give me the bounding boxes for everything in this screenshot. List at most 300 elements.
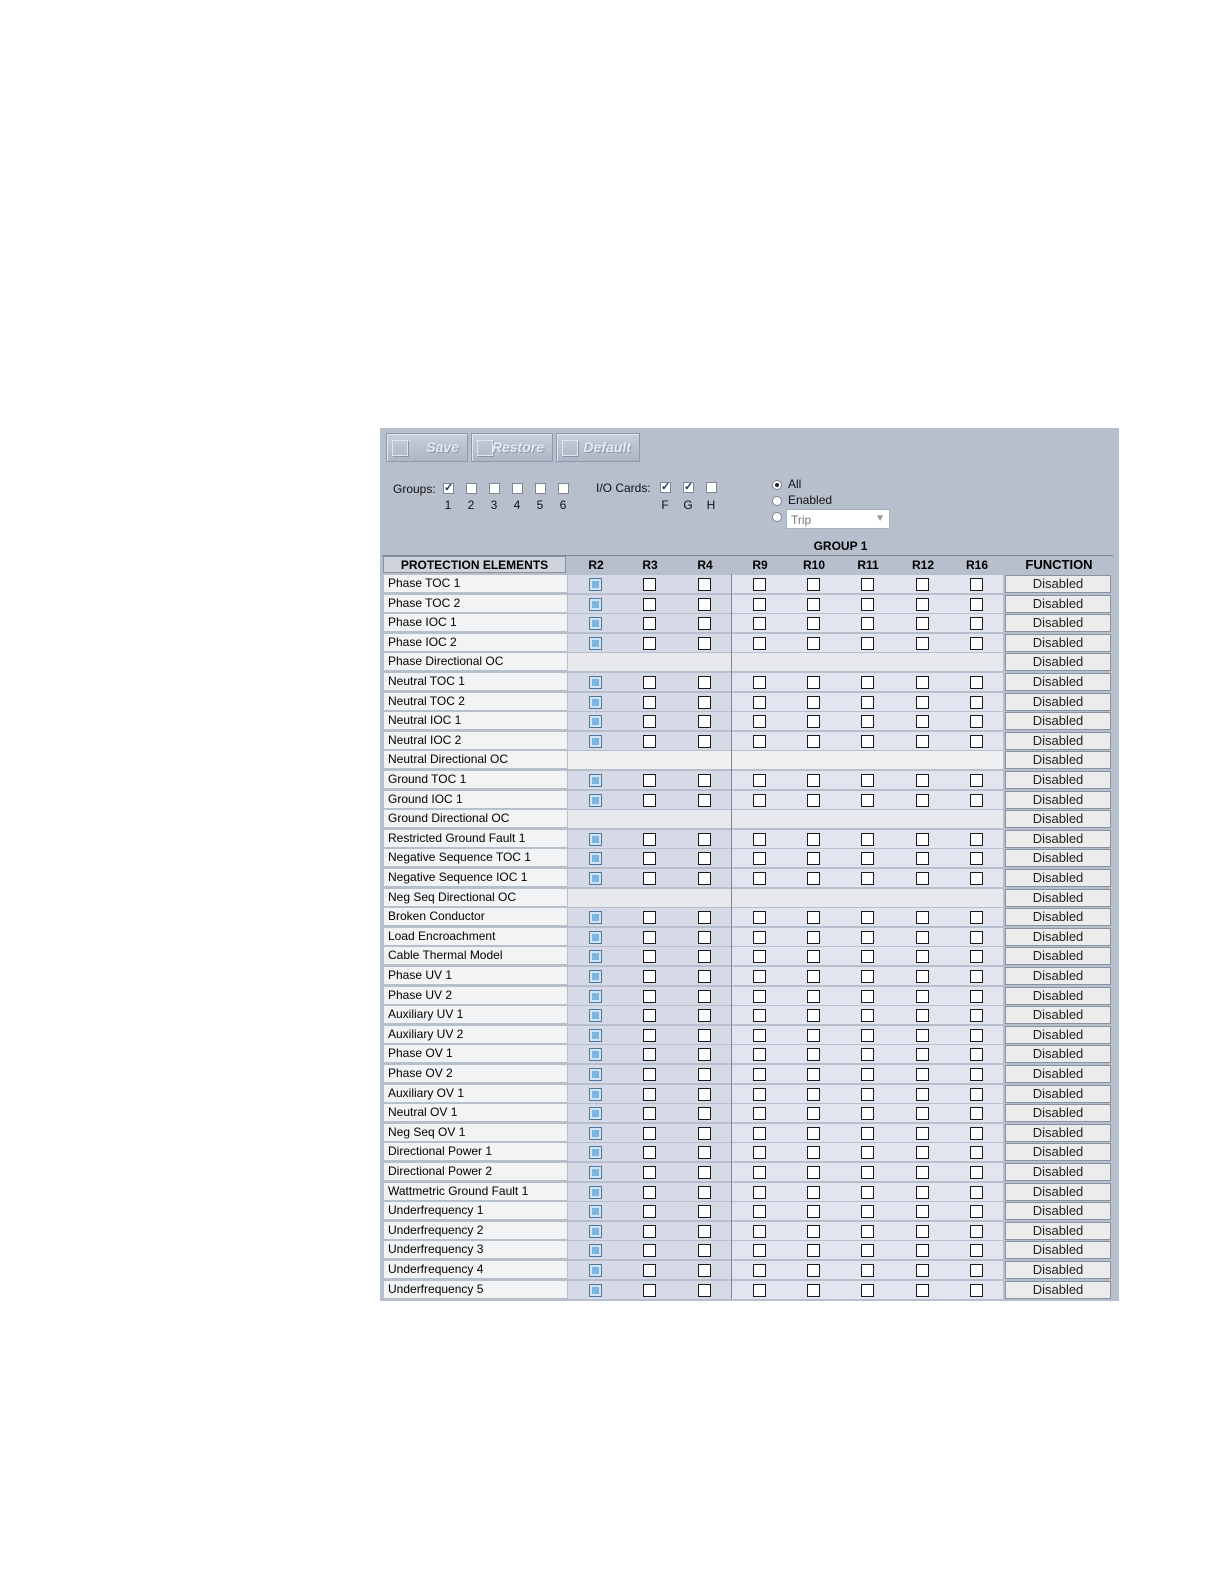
relay-checkbox-r12[interactable] bbox=[916, 1048, 929, 1061]
relay-checkbox-r11[interactable] bbox=[861, 1107, 874, 1120]
relay-checkbox-r10[interactable] bbox=[807, 1146, 820, 1159]
relay-checkbox-r11[interactable] bbox=[861, 1029, 874, 1042]
function-button[interactable]: Disabled bbox=[1005, 1202, 1111, 1220]
function-button[interactable]: Disabled bbox=[1005, 1085, 1111, 1103]
relay-checkbox-r4[interactable] bbox=[698, 1088, 711, 1101]
relay-checkbox-r10[interactable] bbox=[807, 1127, 820, 1140]
relay-checkbox-r4[interactable] bbox=[698, 774, 711, 787]
relay-checkbox-r4[interactable] bbox=[698, 990, 711, 1003]
relay-checkbox-r11[interactable] bbox=[861, 1186, 874, 1199]
relay-checkbox-r3[interactable] bbox=[643, 1029, 656, 1042]
function-button[interactable]: Disabled bbox=[1005, 1183, 1111, 1201]
function-button[interactable]: Disabled bbox=[1005, 889, 1111, 907]
relay-checkbox-r12[interactable] bbox=[916, 1088, 929, 1101]
function-button[interactable]: Disabled bbox=[1005, 712, 1111, 730]
relay-checkbox-r9[interactable] bbox=[753, 1166, 766, 1179]
relay-checkbox-r10[interactable] bbox=[807, 1244, 820, 1257]
relay-checkbox-r11[interactable] bbox=[861, 617, 874, 630]
relay-checkbox-r9[interactable] bbox=[753, 970, 766, 983]
relay-checkbox-r10[interactable] bbox=[807, 1048, 820, 1061]
relay-checkbox-r11[interactable] bbox=[861, 774, 874, 787]
relay-checkbox-r3[interactable] bbox=[643, 872, 656, 885]
function-button[interactable]: Disabled bbox=[1005, 595, 1111, 613]
relay-checkbox-r10[interactable] bbox=[807, 1088, 820, 1101]
function-button[interactable]: Disabled bbox=[1005, 1261, 1111, 1279]
relay-checkbox-r4[interactable] bbox=[698, 852, 711, 865]
relay-checkbox-r11[interactable] bbox=[861, 735, 874, 748]
relay-checkbox-r9[interactable] bbox=[753, 1205, 766, 1218]
relay-checkbox-r11[interactable] bbox=[861, 715, 874, 728]
relay-checkbox-r4[interactable] bbox=[698, 1107, 711, 1120]
relay-checkbox-r4[interactable] bbox=[698, 676, 711, 689]
relay-checkbox-r3[interactable] bbox=[643, 833, 656, 846]
relay-checkbox-r2[interactable] bbox=[589, 1225, 602, 1238]
group-checkbox-2[interactable] bbox=[466, 483, 477, 494]
relay-checkbox-r9[interactable] bbox=[753, 911, 766, 924]
relay-checkbox-r3[interactable] bbox=[643, 1284, 656, 1297]
relay-checkbox-r12[interactable] bbox=[916, 676, 929, 689]
function-button[interactable]: Disabled bbox=[1005, 1281, 1111, 1299]
relay-checkbox-r3[interactable] bbox=[643, 1088, 656, 1101]
relay-checkbox-r11[interactable] bbox=[861, 931, 874, 944]
relay-checkbox-r3[interactable] bbox=[643, 950, 656, 963]
relay-checkbox-r9[interactable] bbox=[753, 1146, 766, 1159]
function-button[interactable]: Disabled bbox=[1005, 751, 1111, 769]
function-button[interactable]: Disabled bbox=[1005, 947, 1111, 965]
relay-checkbox-r16[interactable] bbox=[970, 872, 983, 885]
relay-checkbox-r4[interactable] bbox=[698, 617, 711, 630]
relay-checkbox-r11[interactable] bbox=[861, 1068, 874, 1081]
group-checkbox-5[interactable] bbox=[535, 483, 546, 494]
relay-checkbox-r4[interactable] bbox=[698, 1264, 711, 1277]
relay-checkbox-r11[interactable] bbox=[861, 598, 874, 611]
relay-checkbox-r2[interactable] bbox=[589, 950, 602, 963]
relay-checkbox-r12[interactable] bbox=[916, 1068, 929, 1081]
relay-checkbox-r4[interactable] bbox=[698, 598, 711, 611]
relay-checkbox-r16[interactable] bbox=[970, 637, 983, 650]
trip-select[interactable] bbox=[786, 509, 890, 529]
relay-checkbox-r9[interactable] bbox=[753, 1244, 766, 1257]
io-card-checkbox-g[interactable] bbox=[683, 482, 694, 493]
relay-checkbox-r4[interactable] bbox=[698, 1068, 711, 1081]
relay-checkbox-r16[interactable] bbox=[970, 1284, 983, 1297]
relay-checkbox-r16[interactable] bbox=[970, 774, 983, 787]
relay-checkbox-r3[interactable] bbox=[643, 1107, 656, 1120]
relay-checkbox-r2[interactable] bbox=[589, 852, 602, 865]
relay-checkbox-r11[interactable] bbox=[861, 1166, 874, 1179]
relay-checkbox-r11[interactable] bbox=[861, 578, 874, 591]
relay-checkbox-r2[interactable] bbox=[589, 872, 602, 885]
relay-checkbox-r3[interactable] bbox=[643, 1186, 656, 1199]
function-button[interactable]: Disabled bbox=[1005, 1104, 1111, 1122]
relay-checkbox-r16[interactable] bbox=[970, 1029, 983, 1042]
relay-checkbox-r12[interactable] bbox=[916, 1127, 929, 1140]
relay-checkbox-r9[interactable] bbox=[753, 1127, 766, 1140]
relay-checkbox-r2[interactable] bbox=[589, 1009, 602, 1022]
relay-checkbox-r16[interactable] bbox=[970, 1205, 983, 1218]
relay-checkbox-r9[interactable] bbox=[753, 637, 766, 650]
relay-checkbox-r3[interactable] bbox=[643, 598, 656, 611]
relay-checkbox-r11[interactable] bbox=[861, 676, 874, 689]
relay-checkbox-r3[interactable] bbox=[643, 1264, 656, 1277]
relay-checkbox-r9[interactable] bbox=[753, 950, 766, 963]
relay-checkbox-r4[interactable] bbox=[698, 696, 711, 709]
relay-checkbox-r9[interactable] bbox=[753, 833, 766, 846]
relay-checkbox-r12[interactable] bbox=[916, 833, 929, 846]
relay-checkbox-r2[interactable] bbox=[589, 1186, 602, 1199]
relay-checkbox-r9[interactable] bbox=[753, 1225, 766, 1238]
function-button[interactable]: Disabled bbox=[1005, 693, 1111, 711]
relay-checkbox-r2[interactable] bbox=[589, 794, 602, 807]
relay-checkbox-r9[interactable] bbox=[753, 617, 766, 630]
relay-checkbox-r16[interactable] bbox=[970, 676, 983, 689]
relay-checkbox-r10[interactable] bbox=[807, 676, 820, 689]
function-button[interactable]: Disabled bbox=[1005, 614, 1111, 632]
relay-checkbox-r10[interactable] bbox=[807, 1107, 820, 1120]
relay-checkbox-r9[interactable] bbox=[753, 1048, 766, 1061]
relay-checkbox-r3[interactable] bbox=[643, 1244, 656, 1257]
function-button[interactable]: Disabled bbox=[1005, 1143, 1111, 1161]
relay-checkbox-r9[interactable] bbox=[753, 1029, 766, 1042]
relay-checkbox-r2[interactable] bbox=[589, 1048, 602, 1061]
relay-checkbox-r3[interactable] bbox=[643, 676, 656, 689]
relay-checkbox-r10[interactable] bbox=[807, 1029, 820, 1042]
relay-checkbox-r12[interactable] bbox=[916, 1244, 929, 1257]
relay-checkbox-r16[interactable] bbox=[970, 852, 983, 865]
relay-checkbox-r2[interactable] bbox=[589, 1284, 602, 1297]
relay-checkbox-r16[interactable] bbox=[970, 1146, 983, 1159]
relay-checkbox-r16[interactable] bbox=[970, 1009, 983, 1022]
relay-checkbox-r16[interactable] bbox=[970, 1068, 983, 1081]
relay-checkbox-r2[interactable] bbox=[589, 970, 602, 983]
function-button[interactable]: Disabled bbox=[1005, 653, 1111, 671]
relay-checkbox-r10[interactable] bbox=[807, 872, 820, 885]
relay-checkbox-r16[interactable] bbox=[970, 1127, 983, 1140]
relay-checkbox-r4[interactable] bbox=[698, 1186, 711, 1199]
relay-checkbox-r16[interactable] bbox=[970, 735, 983, 748]
relay-checkbox-r16[interactable] bbox=[970, 578, 983, 591]
group-checkbox-4[interactable] bbox=[512, 483, 523, 494]
relay-checkbox-r10[interactable] bbox=[807, 637, 820, 650]
relay-checkbox-r16[interactable] bbox=[970, 970, 983, 983]
relay-checkbox-r12[interactable] bbox=[916, 598, 929, 611]
relay-checkbox-r10[interactable] bbox=[807, 617, 820, 630]
relay-checkbox-r16[interactable] bbox=[970, 950, 983, 963]
relay-checkbox-r11[interactable] bbox=[861, 696, 874, 709]
relay-checkbox-r3[interactable] bbox=[643, 1205, 656, 1218]
relay-checkbox-r16[interactable] bbox=[970, 1244, 983, 1257]
relay-checkbox-r12[interactable] bbox=[916, 1284, 929, 1297]
relay-checkbox-r4[interactable] bbox=[698, 1244, 711, 1257]
relay-checkbox-r10[interactable] bbox=[807, 911, 820, 924]
relay-checkbox-r9[interactable] bbox=[753, 1009, 766, 1022]
function-button[interactable]: Disabled bbox=[1005, 1006, 1111, 1024]
relay-checkbox-r3[interactable] bbox=[643, 931, 656, 944]
relay-checkbox-r16[interactable] bbox=[970, 1107, 983, 1120]
relay-checkbox-r11[interactable] bbox=[861, 970, 874, 983]
relay-checkbox-r10[interactable] bbox=[807, 1009, 820, 1022]
relay-checkbox-r12[interactable] bbox=[916, 970, 929, 983]
io-card-checkbox-f[interactable] bbox=[660, 482, 671, 493]
function-button[interactable]: Disabled bbox=[1005, 849, 1111, 867]
relay-checkbox-r12[interactable] bbox=[916, 1029, 929, 1042]
relay-checkbox-r10[interactable] bbox=[807, 852, 820, 865]
relay-checkbox-r11[interactable] bbox=[861, 1225, 874, 1238]
group-checkbox-1[interactable] bbox=[443, 483, 454, 494]
relay-checkbox-r4[interactable] bbox=[698, 1029, 711, 1042]
relay-checkbox-r11[interactable] bbox=[861, 1088, 874, 1101]
relay-checkbox-r2[interactable] bbox=[589, 1264, 602, 1277]
relay-checkbox-r4[interactable] bbox=[698, 872, 711, 885]
relay-checkbox-r12[interactable] bbox=[916, 774, 929, 787]
relay-checkbox-r11[interactable] bbox=[861, 950, 874, 963]
relay-checkbox-r9[interactable] bbox=[753, 990, 766, 1003]
relay-checkbox-r2[interactable] bbox=[589, 617, 602, 630]
relay-checkbox-r4[interactable] bbox=[698, 1225, 711, 1238]
relay-checkbox-r9[interactable] bbox=[753, 1186, 766, 1199]
relay-checkbox-r10[interactable] bbox=[807, 1264, 820, 1277]
relay-checkbox-r12[interactable] bbox=[916, 794, 929, 807]
relay-checkbox-r4[interactable] bbox=[698, 1048, 711, 1061]
function-button[interactable]: Disabled bbox=[1005, 908, 1111, 926]
relay-checkbox-r9[interactable] bbox=[753, 1284, 766, 1297]
relay-checkbox-r9[interactable] bbox=[753, 1068, 766, 1081]
relay-checkbox-r12[interactable] bbox=[916, 852, 929, 865]
relay-checkbox-r2[interactable] bbox=[589, 1029, 602, 1042]
relay-checkbox-r4[interactable] bbox=[698, 911, 711, 924]
relay-checkbox-r11[interactable] bbox=[861, 1009, 874, 1022]
relay-checkbox-r16[interactable] bbox=[970, 931, 983, 944]
relay-checkbox-r2[interactable] bbox=[589, 1088, 602, 1101]
function-button[interactable]: Disabled bbox=[1005, 830, 1111, 848]
relay-checkbox-r16[interactable] bbox=[970, 1166, 983, 1179]
relay-checkbox-r10[interactable] bbox=[807, 1205, 820, 1218]
relay-checkbox-r4[interactable] bbox=[698, 931, 711, 944]
relay-checkbox-r9[interactable] bbox=[753, 598, 766, 611]
relay-checkbox-r4[interactable] bbox=[698, 950, 711, 963]
relay-checkbox-r9[interactable] bbox=[753, 578, 766, 591]
relay-checkbox-r12[interactable] bbox=[916, 1205, 929, 1218]
relay-checkbox-r4[interactable] bbox=[698, 715, 711, 728]
relay-checkbox-r12[interactable] bbox=[916, 1225, 929, 1238]
relay-checkbox-r9[interactable] bbox=[753, 1107, 766, 1120]
relay-checkbox-r12[interactable] bbox=[916, 911, 929, 924]
relay-checkbox-r3[interactable] bbox=[643, 1166, 656, 1179]
relay-checkbox-r12[interactable] bbox=[916, 637, 929, 650]
relay-checkbox-r9[interactable] bbox=[753, 735, 766, 748]
function-button[interactable]: Disabled bbox=[1005, 673, 1111, 691]
relay-checkbox-r4[interactable] bbox=[698, 1009, 711, 1022]
relay-checkbox-r2[interactable] bbox=[589, 1127, 602, 1140]
relay-checkbox-r4[interactable] bbox=[698, 1205, 711, 1218]
function-button[interactable]: Disabled bbox=[1005, 1222, 1111, 1240]
io-card-checkbox-h[interactable] bbox=[706, 482, 717, 493]
relay-checkbox-r9[interactable] bbox=[753, 676, 766, 689]
relay-checkbox-r11[interactable] bbox=[861, 794, 874, 807]
relay-checkbox-r16[interactable] bbox=[970, 696, 983, 709]
relay-checkbox-r3[interactable] bbox=[643, 735, 656, 748]
relay-checkbox-r3[interactable] bbox=[643, 774, 656, 787]
relay-checkbox-r2[interactable] bbox=[589, 931, 602, 944]
relay-checkbox-r10[interactable] bbox=[807, 1166, 820, 1179]
relay-checkbox-r10[interactable] bbox=[807, 950, 820, 963]
relay-checkbox-r2[interactable] bbox=[589, 735, 602, 748]
relay-checkbox-r11[interactable] bbox=[861, 637, 874, 650]
relay-checkbox-r4[interactable] bbox=[698, 833, 711, 846]
relay-checkbox-r3[interactable] bbox=[643, 578, 656, 591]
relay-checkbox-r11[interactable] bbox=[861, 911, 874, 924]
relay-checkbox-r12[interactable] bbox=[916, 872, 929, 885]
relay-checkbox-r4[interactable] bbox=[698, 1127, 711, 1140]
relay-checkbox-r12[interactable] bbox=[916, 578, 929, 591]
function-button[interactable]: Disabled bbox=[1005, 987, 1111, 1005]
relay-checkbox-r10[interactable] bbox=[807, 1284, 820, 1297]
function-button[interactable]: Disabled bbox=[1005, 1065, 1111, 1083]
relay-checkbox-r11[interactable] bbox=[861, 872, 874, 885]
relay-checkbox-r12[interactable] bbox=[916, 1107, 929, 1120]
relay-checkbox-r10[interactable] bbox=[807, 1186, 820, 1199]
relay-checkbox-r12[interactable] bbox=[916, 715, 929, 728]
function-button[interactable]: Disabled bbox=[1005, 869, 1111, 887]
relay-checkbox-r10[interactable] bbox=[807, 774, 820, 787]
relay-checkbox-r4[interactable] bbox=[698, 1284, 711, 1297]
relay-checkbox-r12[interactable] bbox=[916, 1186, 929, 1199]
relay-checkbox-r3[interactable] bbox=[643, 1146, 656, 1159]
relay-checkbox-r4[interactable] bbox=[698, 578, 711, 591]
function-button[interactable]: Disabled bbox=[1005, 967, 1111, 985]
relay-checkbox-r2[interactable] bbox=[589, 911, 602, 924]
relay-checkbox-r9[interactable] bbox=[753, 1264, 766, 1277]
relay-checkbox-r3[interactable] bbox=[643, 1127, 656, 1140]
relay-checkbox-r12[interactable] bbox=[916, 1166, 929, 1179]
relay-checkbox-r10[interactable] bbox=[807, 1225, 820, 1238]
relay-checkbox-r11[interactable] bbox=[861, 1244, 874, 1257]
relay-checkbox-r9[interactable] bbox=[753, 872, 766, 885]
relay-checkbox-r10[interactable] bbox=[807, 598, 820, 611]
relay-checkbox-r11[interactable] bbox=[861, 1264, 874, 1277]
relay-checkbox-r10[interactable] bbox=[807, 696, 820, 709]
relay-checkbox-r12[interactable] bbox=[916, 1264, 929, 1277]
function-button[interactable]: Disabled bbox=[1005, 575, 1111, 593]
relay-checkbox-r2[interactable] bbox=[589, 676, 602, 689]
relay-checkbox-r3[interactable] bbox=[643, 1009, 656, 1022]
relay-checkbox-r2[interactable] bbox=[589, 1146, 602, 1159]
relay-checkbox-r10[interactable] bbox=[807, 990, 820, 1003]
function-button[interactable]: Disabled bbox=[1005, 1045, 1111, 1063]
relay-checkbox-r9[interactable] bbox=[753, 852, 766, 865]
relay-checkbox-r12[interactable] bbox=[916, 617, 929, 630]
relay-checkbox-r16[interactable] bbox=[970, 990, 983, 1003]
relay-checkbox-r11[interactable] bbox=[861, 1205, 874, 1218]
relay-checkbox-r4[interactable] bbox=[698, 1146, 711, 1159]
relay-checkbox-r16[interactable] bbox=[970, 1225, 983, 1238]
function-button[interactable]: Disabled bbox=[1005, 928, 1111, 946]
function-button[interactable]: Disabled bbox=[1005, 634, 1111, 652]
relay-checkbox-r2[interactable] bbox=[589, 833, 602, 846]
relay-checkbox-r2[interactable] bbox=[589, 1068, 602, 1081]
relay-checkbox-r2[interactable] bbox=[589, 715, 602, 728]
relay-checkbox-r2[interactable] bbox=[589, 578, 602, 591]
relay-checkbox-r2[interactable] bbox=[589, 598, 602, 611]
relay-checkbox-r3[interactable] bbox=[643, 1048, 656, 1061]
relay-checkbox-r16[interactable] bbox=[970, 794, 983, 807]
relay-checkbox-r2[interactable] bbox=[589, 1166, 602, 1179]
function-button[interactable]: Disabled bbox=[1005, 1163, 1111, 1181]
relay-checkbox-r10[interactable] bbox=[807, 970, 820, 983]
restore-button[interactable] bbox=[471, 433, 553, 462]
relay-checkbox-r2[interactable] bbox=[589, 1244, 602, 1257]
relay-checkbox-r9[interactable] bbox=[753, 696, 766, 709]
function-button[interactable]: Disabled bbox=[1005, 1241, 1111, 1259]
relay-checkbox-r12[interactable] bbox=[916, 696, 929, 709]
relay-checkbox-r3[interactable] bbox=[643, 696, 656, 709]
relay-checkbox-r10[interactable] bbox=[807, 735, 820, 748]
relay-checkbox-r2[interactable] bbox=[589, 696, 602, 709]
relay-checkbox-r2[interactable] bbox=[589, 990, 602, 1003]
relay-checkbox-r16[interactable] bbox=[970, 617, 983, 630]
relay-checkbox-r10[interactable] bbox=[807, 794, 820, 807]
relay-checkbox-r10[interactable] bbox=[807, 578, 820, 591]
filter-all-radio[interactable] bbox=[772, 480, 782, 490]
relay-checkbox-r3[interactable] bbox=[643, 715, 656, 728]
relay-checkbox-r12[interactable] bbox=[916, 1146, 929, 1159]
function-button[interactable]: Disabled bbox=[1005, 732, 1111, 750]
relay-checkbox-r3[interactable] bbox=[643, 617, 656, 630]
relay-checkbox-r3[interactable] bbox=[643, 911, 656, 924]
relay-checkbox-r2[interactable] bbox=[589, 1107, 602, 1120]
relay-checkbox-r4[interactable] bbox=[698, 1166, 711, 1179]
filter-trip-radio[interactable] bbox=[772, 512, 782, 522]
function-button[interactable]: Disabled bbox=[1005, 810, 1111, 828]
relay-checkbox-r10[interactable] bbox=[807, 715, 820, 728]
default-button[interactable] bbox=[556, 433, 640, 462]
relay-checkbox-r3[interactable] bbox=[643, 1225, 656, 1238]
relay-checkbox-r12[interactable] bbox=[916, 931, 929, 944]
relay-checkbox-r3[interactable] bbox=[643, 990, 656, 1003]
relay-checkbox-r9[interactable] bbox=[753, 794, 766, 807]
relay-checkbox-r10[interactable] bbox=[807, 1068, 820, 1081]
relay-checkbox-r11[interactable] bbox=[861, 990, 874, 1003]
relay-checkbox-r16[interactable] bbox=[970, 598, 983, 611]
relay-checkbox-r3[interactable] bbox=[643, 794, 656, 807]
relay-checkbox-r2[interactable] bbox=[589, 637, 602, 650]
relay-checkbox-r3[interactable] bbox=[643, 637, 656, 650]
relay-checkbox-r11[interactable] bbox=[861, 1146, 874, 1159]
relay-checkbox-r16[interactable] bbox=[970, 1088, 983, 1101]
function-button[interactable]: Disabled bbox=[1005, 1026, 1111, 1044]
relay-checkbox-r3[interactable] bbox=[643, 970, 656, 983]
save-button[interactable] bbox=[386, 433, 468, 462]
function-button[interactable]: Disabled bbox=[1005, 771, 1111, 789]
relay-checkbox-r16[interactable] bbox=[970, 911, 983, 924]
relay-checkbox-r12[interactable] bbox=[916, 990, 929, 1003]
relay-checkbox-r11[interactable] bbox=[861, 1048, 874, 1061]
relay-checkbox-r4[interactable] bbox=[698, 970, 711, 983]
relay-checkbox-r11[interactable] bbox=[861, 833, 874, 846]
relay-checkbox-r10[interactable] bbox=[807, 833, 820, 846]
relay-checkbox-r11[interactable] bbox=[861, 852, 874, 865]
relay-checkbox-r16[interactable] bbox=[970, 1264, 983, 1277]
relay-checkbox-r12[interactable] bbox=[916, 1009, 929, 1022]
relay-checkbox-r11[interactable] bbox=[861, 1284, 874, 1297]
function-button[interactable]: Disabled bbox=[1005, 791, 1111, 809]
relay-checkbox-r12[interactable] bbox=[916, 950, 929, 963]
relay-checkbox-r3[interactable] bbox=[643, 1068, 656, 1081]
relay-checkbox-r11[interactable] bbox=[861, 1127, 874, 1140]
relay-checkbox-r16[interactable] bbox=[970, 833, 983, 846]
relay-checkbox-r16[interactable] bbox=[970, 1048, 983, 1061]
relay-checkbox-r10[interactable] bbox=[807, 931, 820, 944]
